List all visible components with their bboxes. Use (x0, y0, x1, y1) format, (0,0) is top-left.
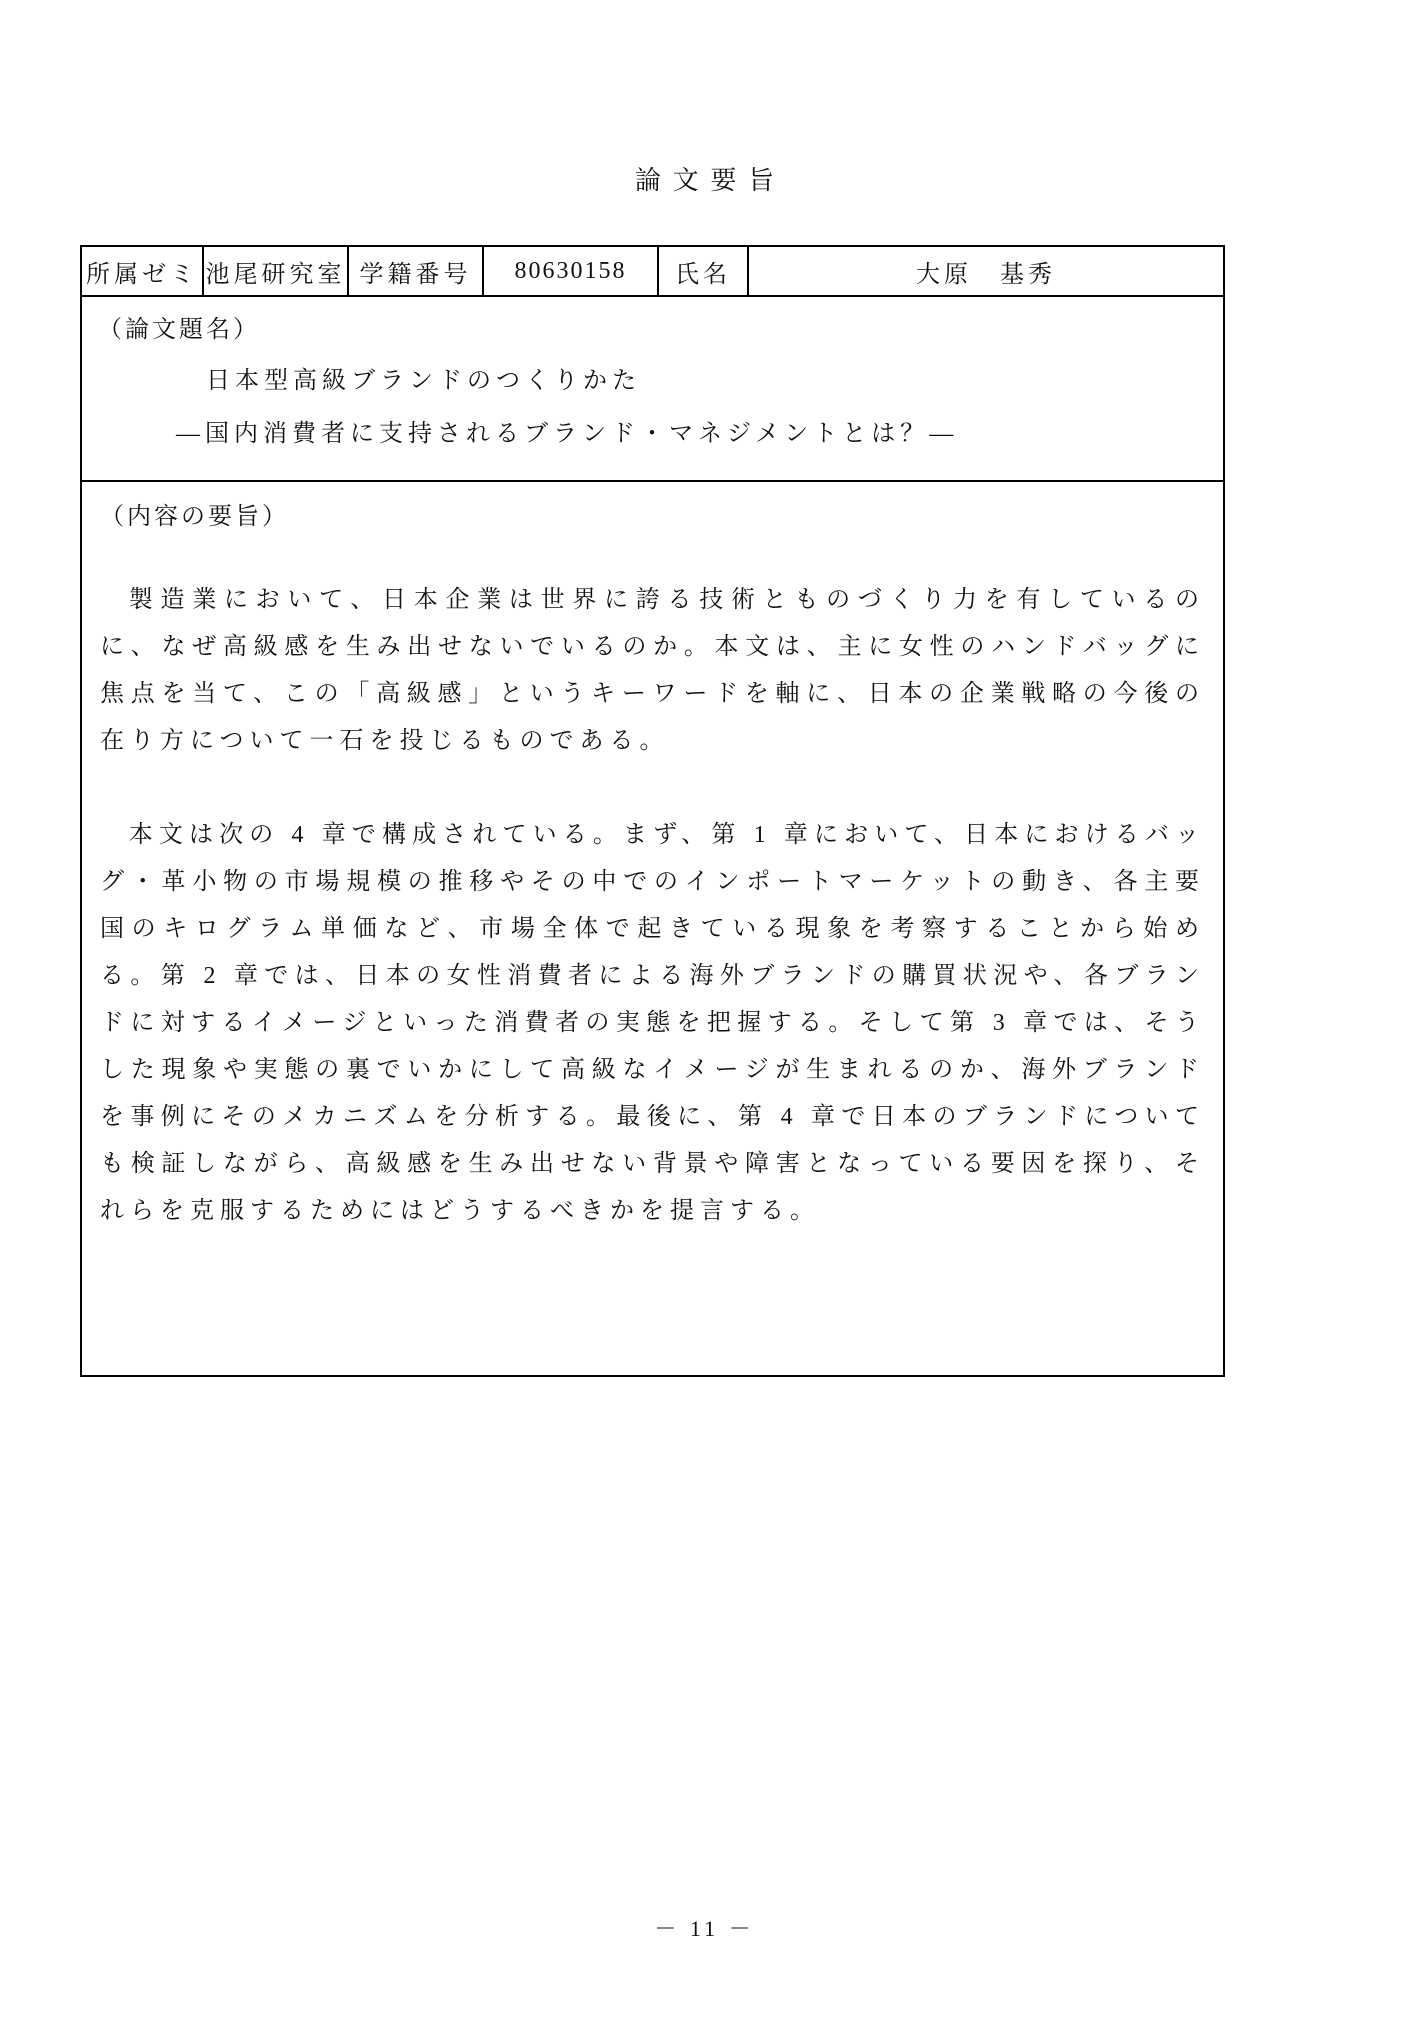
name-label-cell: 氏名 (659, 247, 749, 295)
seminar-value-cell: 池尾研究室 (204, 247, 349, 295)
thesis-title-section (82, 297, 1223, 482)
student-id-value-cell: 80630158 (484, 247, 659, 295)
thesis-title-line1: 日本型高級ブランドのつくりかた (206, 368, 641, 394)
header-row (82, 247, 1223, 297)
abstract-paragraph-2: 本文は次の 4 章で構成されている。まず、第 1 章において、日本におけるバッグ・革小物の市場規模の推移やその中でのインポートマーケットの動き、各主要国のキログラム単価など、市場全体で起きている現象を考察することから始める。第 2 章では、日本の女性消費者による海外ブランドの購買状況や、各ブランドに対するイメージといった消費者の実態を把握する。そして第 3 章では、そうした現象や実態の裏でいかにして高級なイメージが生まれるのか、海外ブランドを事例にそのメカニズムを分析する。最後に、第 4 章で日本のブランドについても検証しながら、高級感を生み出せない背景や障害となっている要因を探り、それらを克服するためにはどうするべきかを提言する。 (100, 822, 1205, 1224)
student-id-label-cell: 学籍番号 (349, 247, 484, 295)
abstract-body (100, 577, 1205, 1235)
document-title: 論文要旨 (634, 166, 786, 195)
abstract-section (82, 482, 1223, 1375)
page-number: － 11 － (654, 1916, 755, 1941)
seminar-label-cell: 所属ゼミ (82, 247, 204, 295)
abstract-paragraph-1: 製造業において、日本企業は世界に誇る技術とものづくり力を有しているのに、なぜ高級感を生み出せないでいるのか。本文は、主に女性のハンドバッグに焦点を当て、この「高級感」というキーワードを軸に、日本の企業戦略の今後の在り方について一石を投じるものである。 (100, 587, 1205, 754)
name-value-cell: 大原 基秀 (916, 261, 1056, 288)
thesis-summary-table (80, 245, 1225, 1377)
abstract-section-label: （内容の要旨） (100, 504, 289, 530)
thesis-title-section-label: （論文題名） (98, 317, 260, 343)
thesis-title-line2: ―国内消費者に支持されるブランド・マネジメントとは？― (176, 421, 959, 447)
